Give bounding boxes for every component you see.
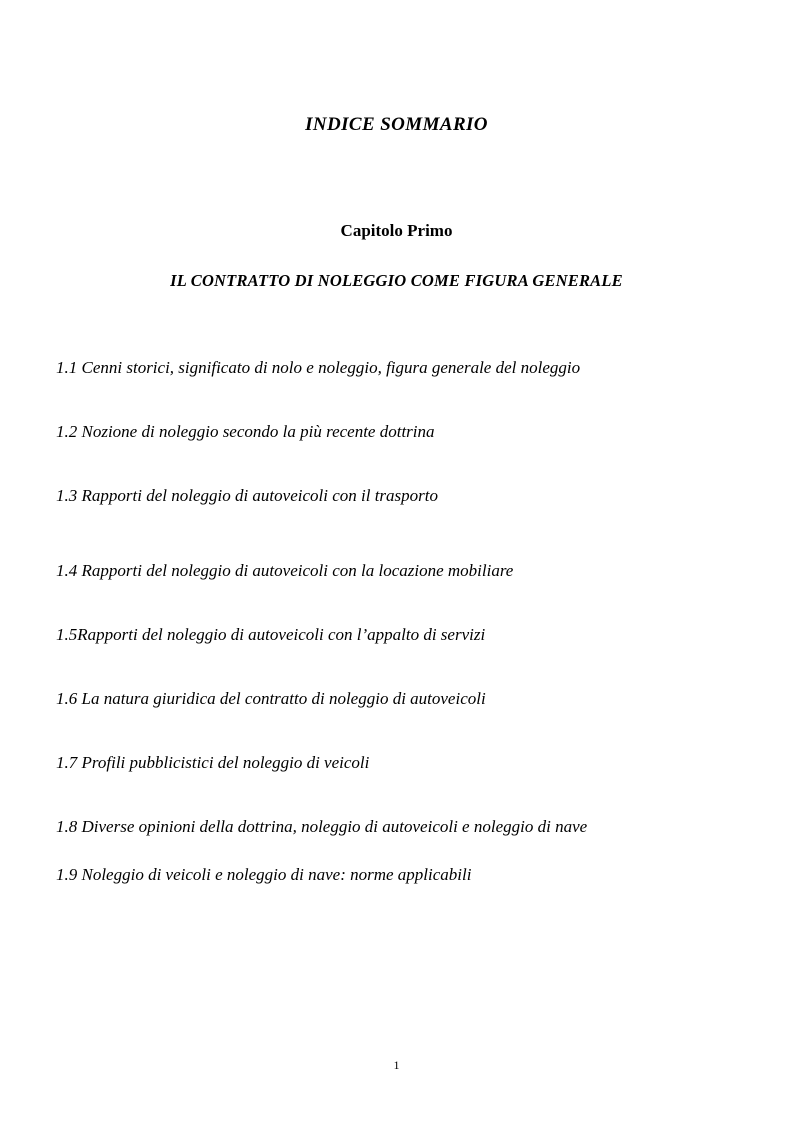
toc-entry[interactable]: 1.2 Nozione di noleggio secondo la più recente dottrina bbox=[56, 422, 435, 441]
toc-entry[interactable]: 1.4 Rapporti del noleggio di autoveicoli con la locazione mobiliare bbox=[56, 561, 514, 580]
toc-entry[interactable]: 1.6 La natura giuridica del contratto di noleggio di autoveicoli bbox=[56, 689, 486, 708]
chapter-label: Capitolo Primo bbox=[340, 221, 453, 240]
page-number: 1 bbox=[393, 1058, 400, 1072]
table-of-contents bbox=[56, 355, 656, 888]
chapter-title: IL CONTRATTO DI NOLEGGIO COME FIGURA GENERALE bbox=[170, 271, 623, 290]
toc-entry[interactable]: 1.5Rapporti del noleggio di autoveicoli con l’appalto di servizi bbox=[56, 625, 486, 644]
toc-entry[interactable]: 1.3 Rapporti del noleggio di autoveicoli con il trasporto bbox=[56, 486, 438, 505]
toc-entry[interactable]: 1.1 Cenni storici, significato di nolo e noleggio, figura generale del noleggio bbox=[56, 358, 581, 377]
toc-entry[interactable]: 1.7 Profili pubblicistici del noleggio di veicoli bbox=[56, 753, 370, 772]
page-title: INDICE SOMMARIO bbox=[305, 114, 488, 135]
toc-entry[interactable]: 1.9 Noleggio di veicoli e noleggio di nave: norme applicabili bbox=[56, 865, 472, 884]
toc-entry[interactable]: 1.8 Diverse opinioni della dottrina, noleggio di autoveicoli e noleggio di nave bbox=[56, 817, 588, 836]
